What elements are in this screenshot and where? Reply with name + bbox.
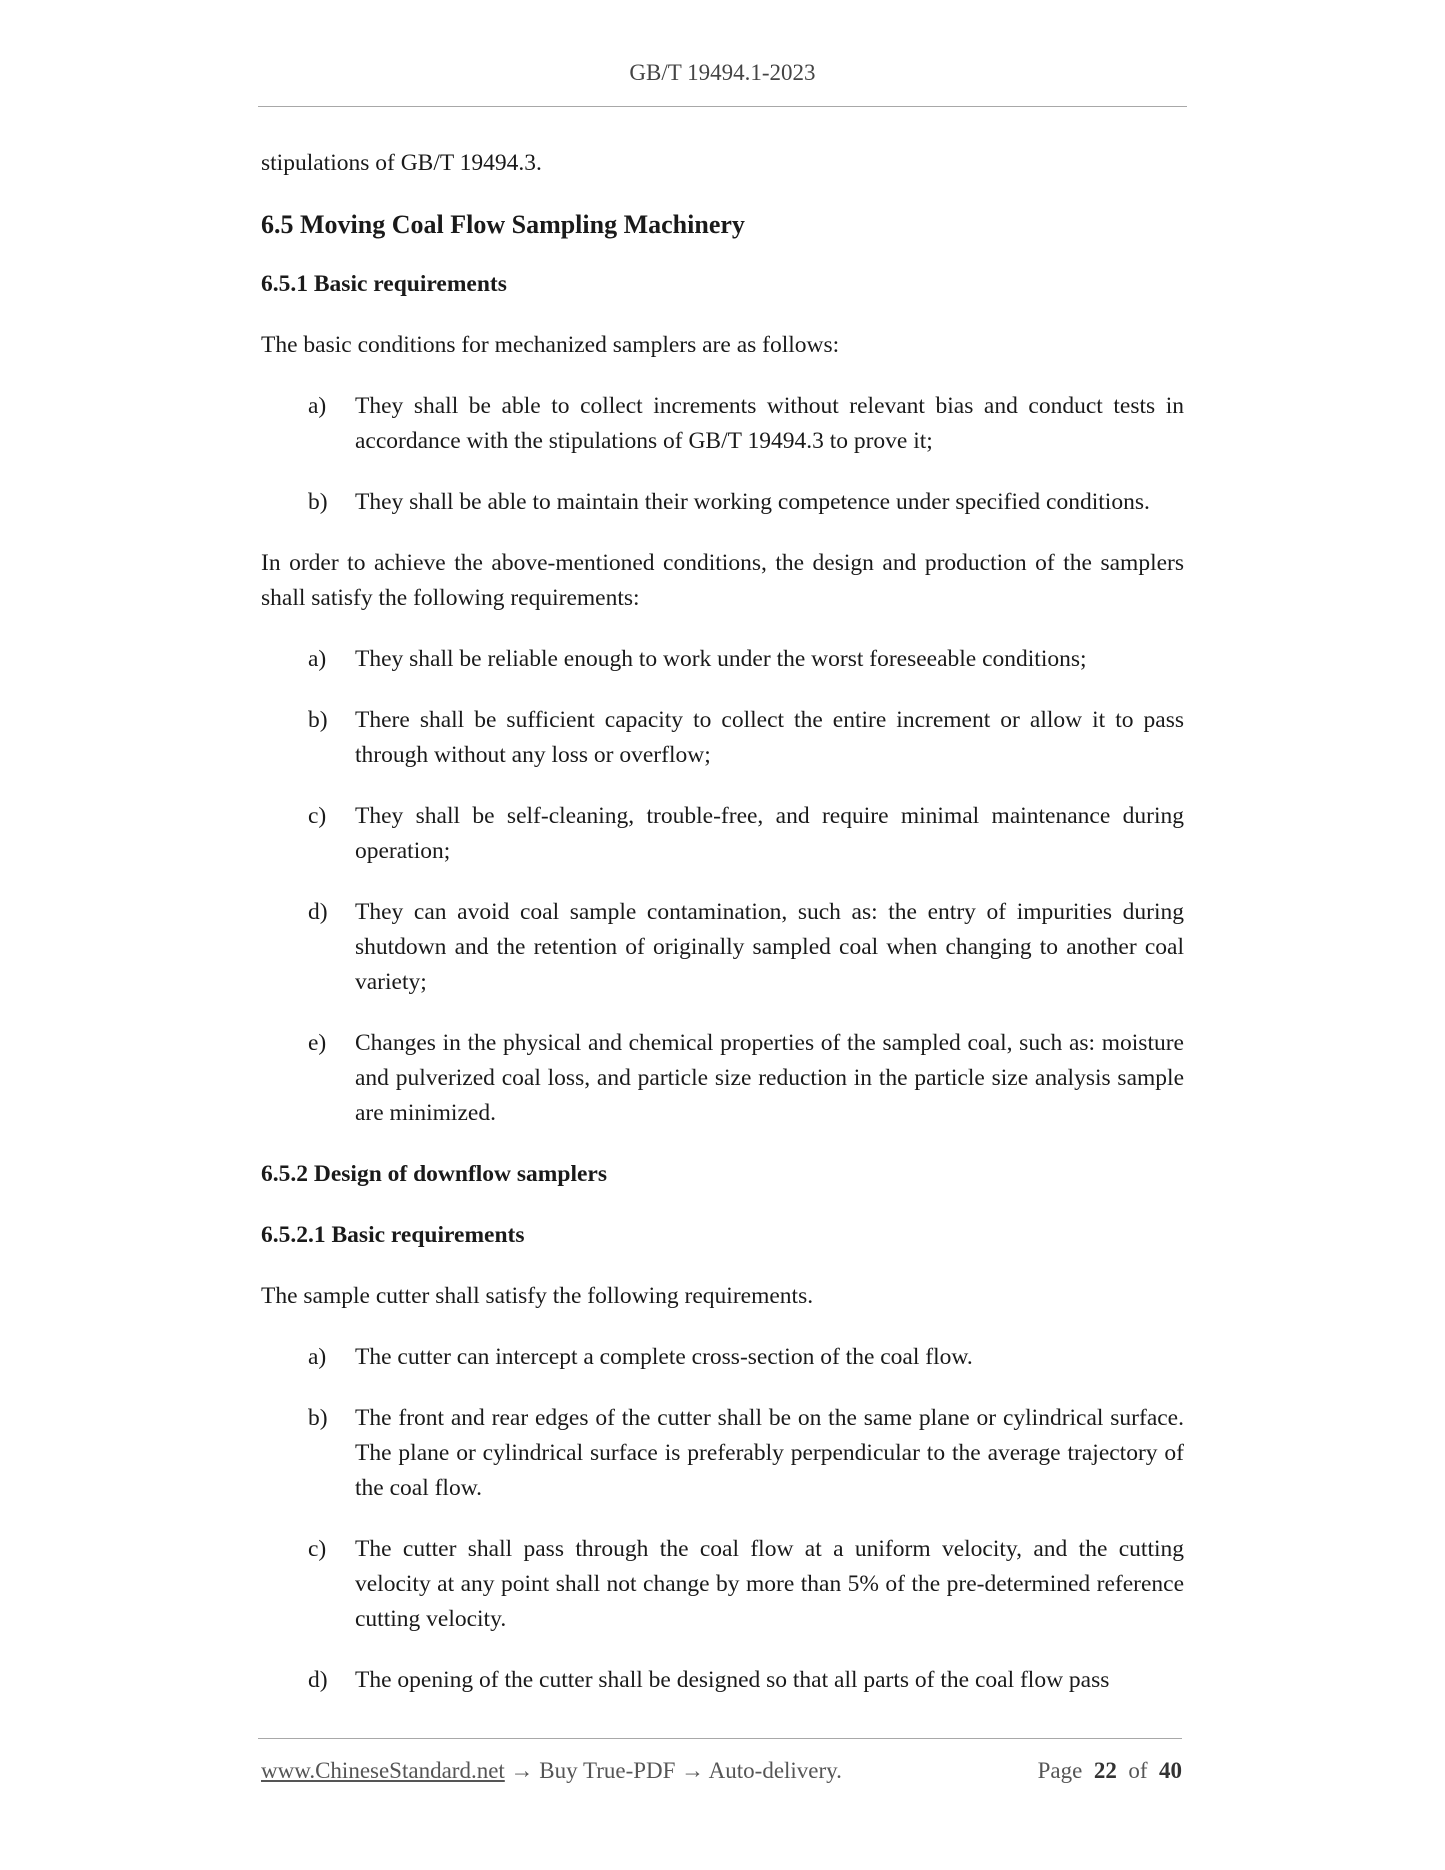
section-6-5-1-paragraph: In order to achieve the above-mentioned conditions, the design and production of the samplers shall satisfy the following requirements: (261, 550, 1184, 611)
list-item (261, 485, 1184, 520)
list-item-label: a) (308, 1344, 327, 1370)
list-item-text: The cutter can intercept a complete cross-section of the coal flow. (355, 1344, 973, 1370)
list-item-text: The opening of the cutter shall be designed so that all parts of the coal flow pass (355, 1667, 1110, 1693)
list-item (261, 1026, 1184, 1131)
list-item-text: They shall be self-cleaning, trouble-free, and require minimal maintenance during operation; (355, 803, 1184, 864)
document-body (261, 146, 1184, 1724)
list-item-text: Changes in the physical and chemical properties of the sampled coal, such as: moisture and pulverized coal loss, and particle size reduction in the particle size analysis sample are minimized. (355, 1030, 1184, 1126)
list-item-text: They shall be reliable enough to work under the worst foreseeable conditions; (355, 646, 1087, 672)
list-item-label: a) (308, 393, 327, 419)
list-item-text: The front and rear edges of the cutter shall be on the same plane or cylindrical surface. The plane or cylindrical surface is preferably perpendicular to the average trajectory of the coal flow. (355, 1405, 1184, 1501)
list-item-label: b) (308, 489, 328, 515)
footer-left (261, 1758, 842, 1784)
section-6-5-2-heading: 6.5.2 Design of downflow samplers (261, 1161, 607, 1187)
list-item-text: There shall be sufficient capacity to collect the entire increment or allow it to pass through without any loss or overflow; (355, 707, 1184, 768)
of-word: of (1128, 1758, 1148, 1783)
section-6-5-1-heading: 6.5.1 Basic requirements (261, 271, 507, 297)
list-item (261, 1532, 1184, 1637)
section-6-5-2-1-intro: The sample cutter shall satisfy the following requirements. (261, 1283, 814, 1309)
footer-promo-text: → Buy True-PDF → Auto-delivery. (504, 1758, 842, 1783)
list-item (261, 703, 1184, 773)
document-header-title: GB/T 19494.1-2023 (629, 60, 816, 85)
page-indicator (1038, 1758, 1182, 1784)
list-item-label: d) (308, 1667, 328, 1693)
list-item (261, 642, 1184, 677)
list-item-label: b) (308, 1405, 328, 1431)
list-item (261, 1663, 1184, 1698)
list-item-text: They shall be able to maintain their working competence under specified conditions. (355, 489, 1150, 515)
list-item (261, 895, 1184, 1000)
section-6-5-1-intro: The basic conditions for mechanized samplers are as follows: (261, 332, 840, 358)
list-item-text: The cutter shall pass through the coal flow at a uniform velocity, and the cutting velocity at any point shall not change by more than 5% of the pre-determined reference cutting velocity. (355, 1536, 1184, 1632)
list-item-label: a) (308, 646, 327, 672)
current-page-number: 22 (1093, 1758, 1117, 1783)
list-item (261, 1340, 1184, 1375)
list-item (261, 389, 1184, 459)
list-item (261, 1401, 1184, 1506)
list-item-label: e) (308, 1030, 327, 1056)
total-pages-number: 40 (1159, 1758, 1182, 1783)
list-item-text: They can avoid coal sample contamination, such as: the entry of impurities during shutdown and the retention of originally sampled coal when changing to another coal variety; (355, 899, 1184, 995)
section-6-5-2-1-heading: 6.5.2.1 Basic requirements (261, 1222, 525, 1248)
list-item-label: d) (308, 899, 328, 925)
list-item-text: They shall be able to collect increments without relevant bias and conduct tests in accordance with the stipulations of GB/T 19494.3 to prove it; (355, 393, 1184, 454)
list-item-label: c) (308, 1536, 327, 1562)
list-item-label: b) (308, 707, 328, 733)
page-footer (261, 1758, 1182, 1784)
page-word: Page (1037, 1758, 1083, 1783)
list-item-label: c) (308, 803, 327, 829)
website-link[interactable]: www.ChineseStandard.net (261, 1758, 505, 1783)
header-divider (258, 106, 1187, 107)
section-6-5-heading: 6.5 Moving Coal Flow Sampling Machinery (261, 210, 745, 239)
list-item (261, 799, 1184, 869)
intro-paragraph: stipulations of GB/T 19494.3. (261, 150, 542, 176)
footer-divider (258, 1738, 1182, 1739)
